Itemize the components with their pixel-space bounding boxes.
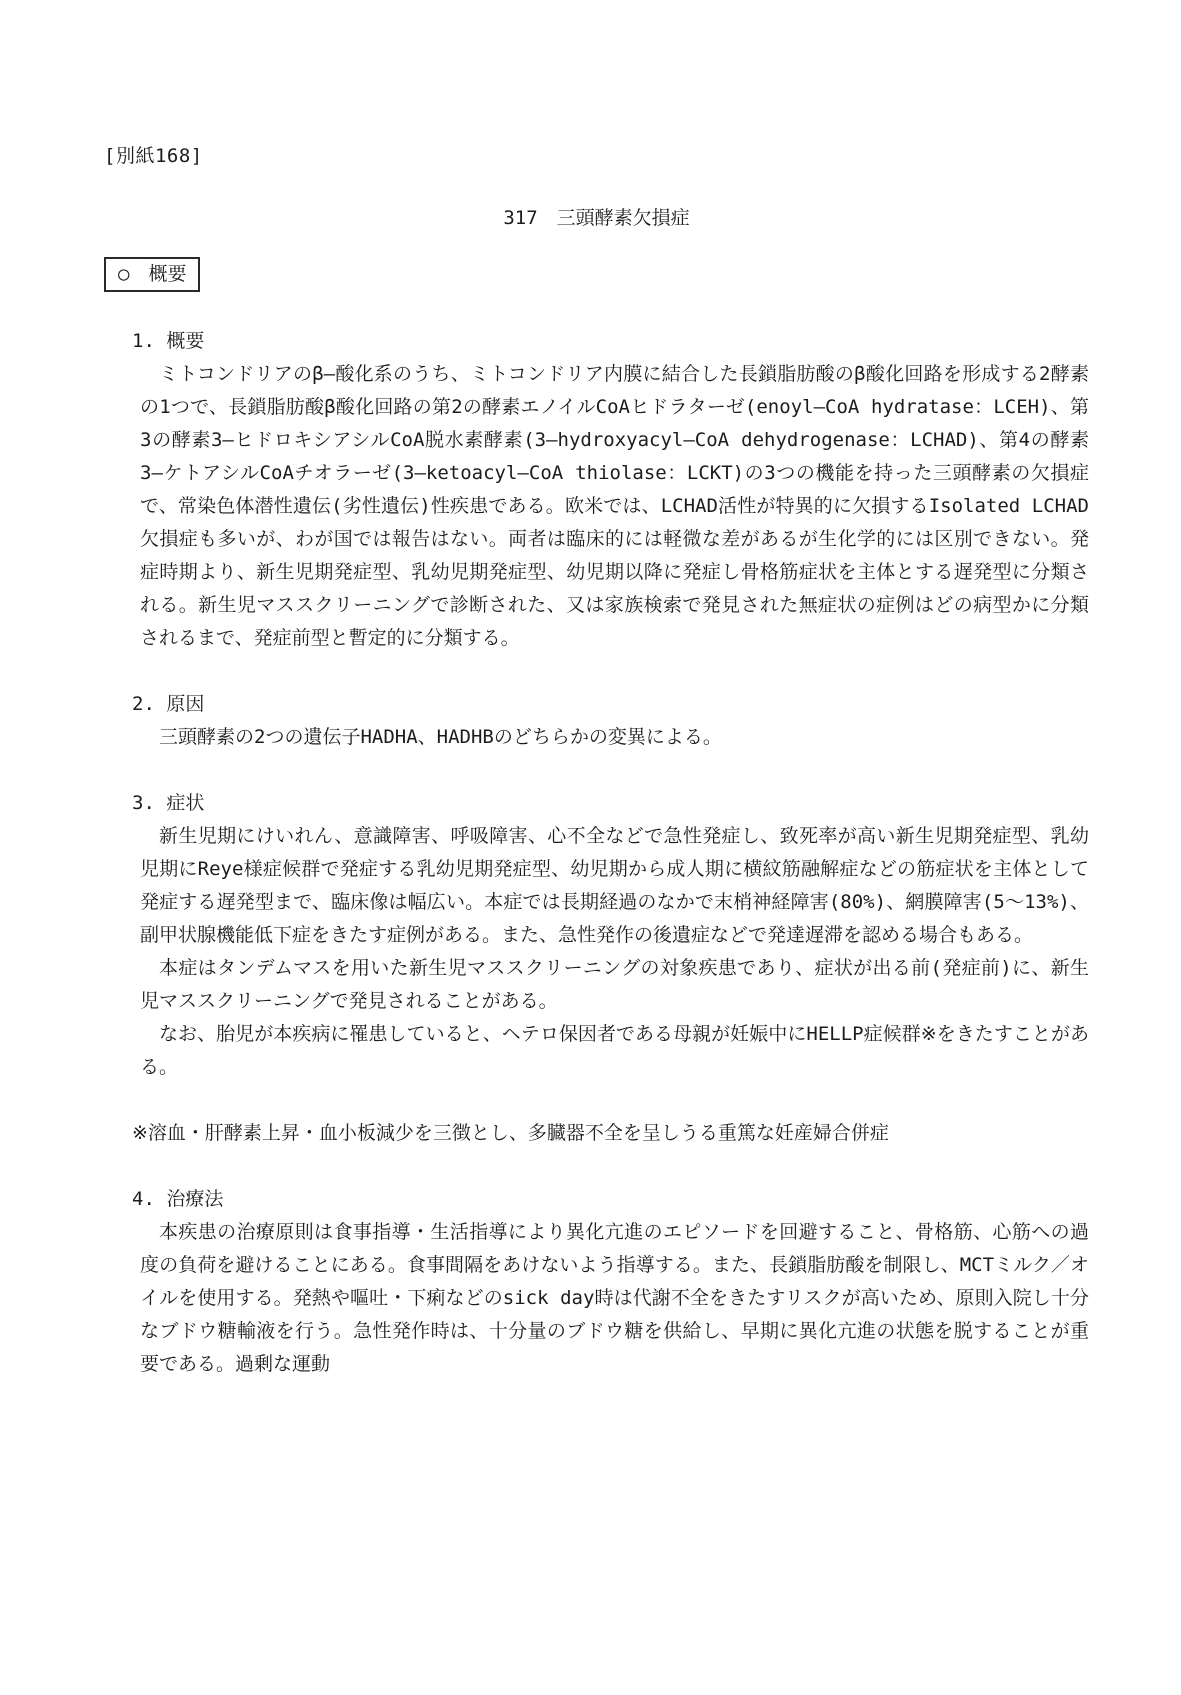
footnote-hellp: ※溶血・肝酵素上昇・血小板減少を三徴とし、多臓器不全を呈しうる重篤な妊産婦合併症 — [132, 1122, 889, 1144]
paragraph: 三頭酵素の2つの遺伝子HADHA、HADHBのどちらかの変異による。 — [159, 726, 722, 748]
section-treatment — [104, 1183, 1089, 1381]
paragraph: 本症はタンデムマスを用いた新生児マススクリーニングの対象疾患であり、症状が出る前(発症前)に、新生児マススクリーニングで発見されることがある。 — [140, 957, 1089, 1012]
section-cause — [104, 688, 1089, 754]
section-overview — [104, 325, 1089, 655]
paragraph: 本疾患の治療原則は食事指導・生活指導により異化亢進のエピソードを回避すること、骨格筋、心筋への過度の負荷を避けることにある。食事間隔をあけないよう指導する。また、長鎖脂肪酸を制限し、MCTミルク／オイルを使用する。発熱や嘔吐・下痢などのsick day時は代謝不全をきたすリスクが高いため、原則入院し十分なブドウ糖輸液を行う。急性発作時は、十分量のブドウ糖を供給し、早期に異化亢進の状態を脱することが重要である。過剰な運動 — [140, 1221, 1089, 1375]
section-heading-overview: 1. 概要 — [132, 330, 205, 352]
document-body — [104, 325, 1089, 1381]
paragraph: 新生児期にけいれん、意識障害、呼吸障害、心不全などで急性発症し、致死率が高い新生児期発症型、乳幼児期にReye様症候群で発症する乳幼児期発症型、幼児期から成人期に横紋筋融解症などの筋症状を主体として発症する遅発型まで、臨床像は幅広い。本症では長期経過のなかで末梢神経障害(80%)、網膜障害(5～13%)、副甲状腺機能低下症をきたす症例がある。また、急性発作の後遺症などで発達遅滞を認める場合もある。 — [140, 825, 1089, 946]
section-symptoms — [104, 787, 1089, 1150]
paragraph: なお、胎児が本疾病に罹患していると、ヘテロ保因者である母親が妊娠中にHELLP症候群※をきたすことがある。 — [140, 1023, 1089, 1078]
overview-box — [104, 257, 200, 292]
section-heading-treatment: 4. 治療法 — [132, 1188, 224, 1210]
section-heading-symptoms: 3. 症状 — [132, 792, 205, 814]
overview-box-label: ○ 概要 — [118, 263, 187, 285]
attachment-label: [別紙168] — [104, 145, 203, 167]
section-heading-cause: 2. 原因 — [132, 693, 205, 715]
paragraph: ミトコンドリアのβ―酸化系のうち、ミトコンドリア内膜に結合した長鎖脂肪酸のβ酸化回路を形成する2酵素の1つで、長鎖脂肪酸β酸化回路の第2の酵素エノイルCoAヒドラターゼ(enoyl―CoA hydratase：LCEH)、第3の酵素3―ヒドロキシアシルCoA脱水素酵素(3―hydroxyacyl―CoA dehydrogenase：LCHAD)、第4の酵素3―ケトアシルCoAチオラーゼ(3―ketoacyl―CoA thiolase：LCKT)の3つの機能を持った三頭酵素の欠損症で、常染色体潜性遺伝(劣性遺伝)性疾患である。欧米では、LCHAD活性が特異的に欠損するIsolated LCHAD欠損症も多いが、わが国では報告はない。両者は臨床的には軽微な差があるが生化学的には区別できない。発症時期より、新生児期発症型、乳幼児期発症型、幼児期以降に発症し骨格筋症状を主体とする遅発型に分類される。新生児マススクリーニングで診断された、又は家族検索で発見された無症状の症例はどの病型かに分類されるまで、発症前型と暫定的に分類する。 — [140, 363, 1089, 649]
page-title: 317 三頭酵素欠損症 — [503, 207, 690, 229]
